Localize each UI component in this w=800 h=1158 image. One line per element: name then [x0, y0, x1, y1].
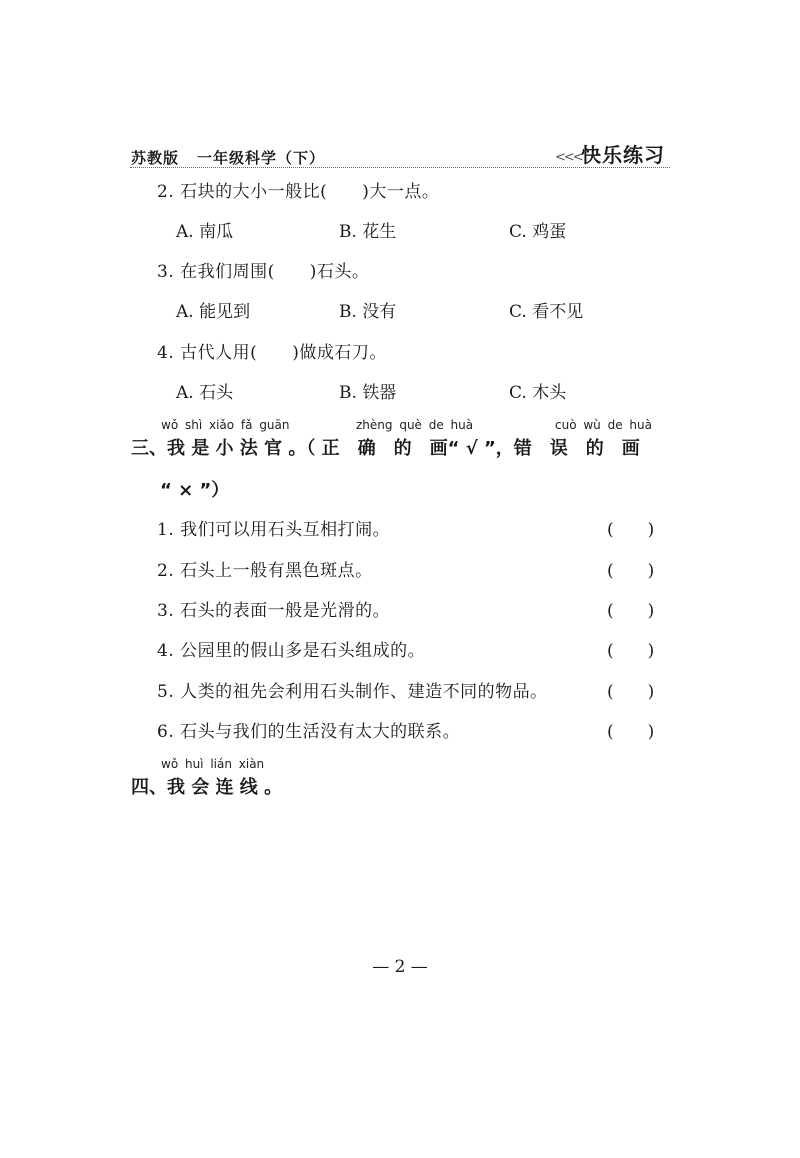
- judge-item-6: 6. 石头与我们的生活没有太大的联系。: [157, 722, 461, 742]
- section3-correct-pinyin: zhèng què de huà: [356, 418, 474, 432]
- question-4-stem: 4. 古代人用( )做成石刀。: [157, 343, 387, 363]
- judge-answer-box-1[interactable]: ( ): [607, 520, 655, 540]
- page-number: — 2 —: [372, 957, 428, 977]
- question-4-option-c: C. 木头: [509, 383, 567, 403]
- question-3-stem: 3. 在我们周围( )石头。: [157, 262, 370, 282]
- section4-heading: 四、我 会 连 线 。: [131, 777, 283, 798]
- judge-item-1: 1. 我们可以用石头互相打闹。: [157, 520, 391, 540]
- judge-answer-box-6[interactable]: ( ): [607, 722, 655, 742]
- section4-pinyin: wǒ huì lián xiàn: [161, 757, 265, 771]
- judge-answer-box-3[interactable]: ( ): [607, 601, 655, 621]
- section3-title-pinyin: wǒ shì xiǎo fǎ guān: [161, 418, 290, 432]
- question-3-option-c: C. 看不见: [509, 302, 584, 322]
- question-3-option-b: B. 没有: [339, 302, 397, 322]
- edition-text: 苏教版: [131, 149, 180, 167]
- judge-answer-box-4[interactable]: ( ): [607, 641, 655, 661]
- section3-wrong-pinyin: cuò wù de huà: [555, 418, 652, 432]
- brand-title: 快乐练习: [581, 143, 665, 167]
- book-edition-label: [131, 147, 325, 168]
- question-2-option-c: C. 鸡蛋: [509, 222, 567, 242]
- judge-item-4: 4. 公园里的假山多是石头组成的。: [157, 641, 426, 661]
- judge-item-2: 2. 石头上一般有黑色斑点。: [157, 561, 373, 581]
- question-4-option-b: B. 铁器: [339, 383, 397, 403]
- judge-item-3: 3. 石头的表面一般是光滑的。: [157, 601, 391, 621]
- chevrons-icon: <<<: [555, 150, 582, 165]
- judge-answer-box-2[interactable]: ( ): [607, 561, 655, 581]
- subject-text: 一年级科学（下）: [197, 149, 326, 167]
- question-2-option-a: A. 南瓜: [176, 222, 234, 242]
- section3-heading-continued: “ × ”）: [160, 480, 230, 501]
- question-2-option-b: B. 花生: [339, 222, 397, 242]
- question-2-stem: 2. 石块的大小一般比( )大一点。: [157, 182, 440, 202]
- section3-heading: 三、我 是 小 法 官 。（ 正 确 的 画“ √ ”，错 误 的 画: [131, 438, 640, 459]
- question-4-option-a: A. 石头: [176, 383, 234, 403]
- question-3-option-a: A. 能见到: [176, 302, 251, 322]
- judge-answer-box-5[interactable]: ( ): [607, 682, 655, 702]
- judge-item-5: 5. 人类的祖先会利用石头制作、建造不同的物品。: [157, 682, 548, 702]
- header-divider: [130, 167, 670, 168]
